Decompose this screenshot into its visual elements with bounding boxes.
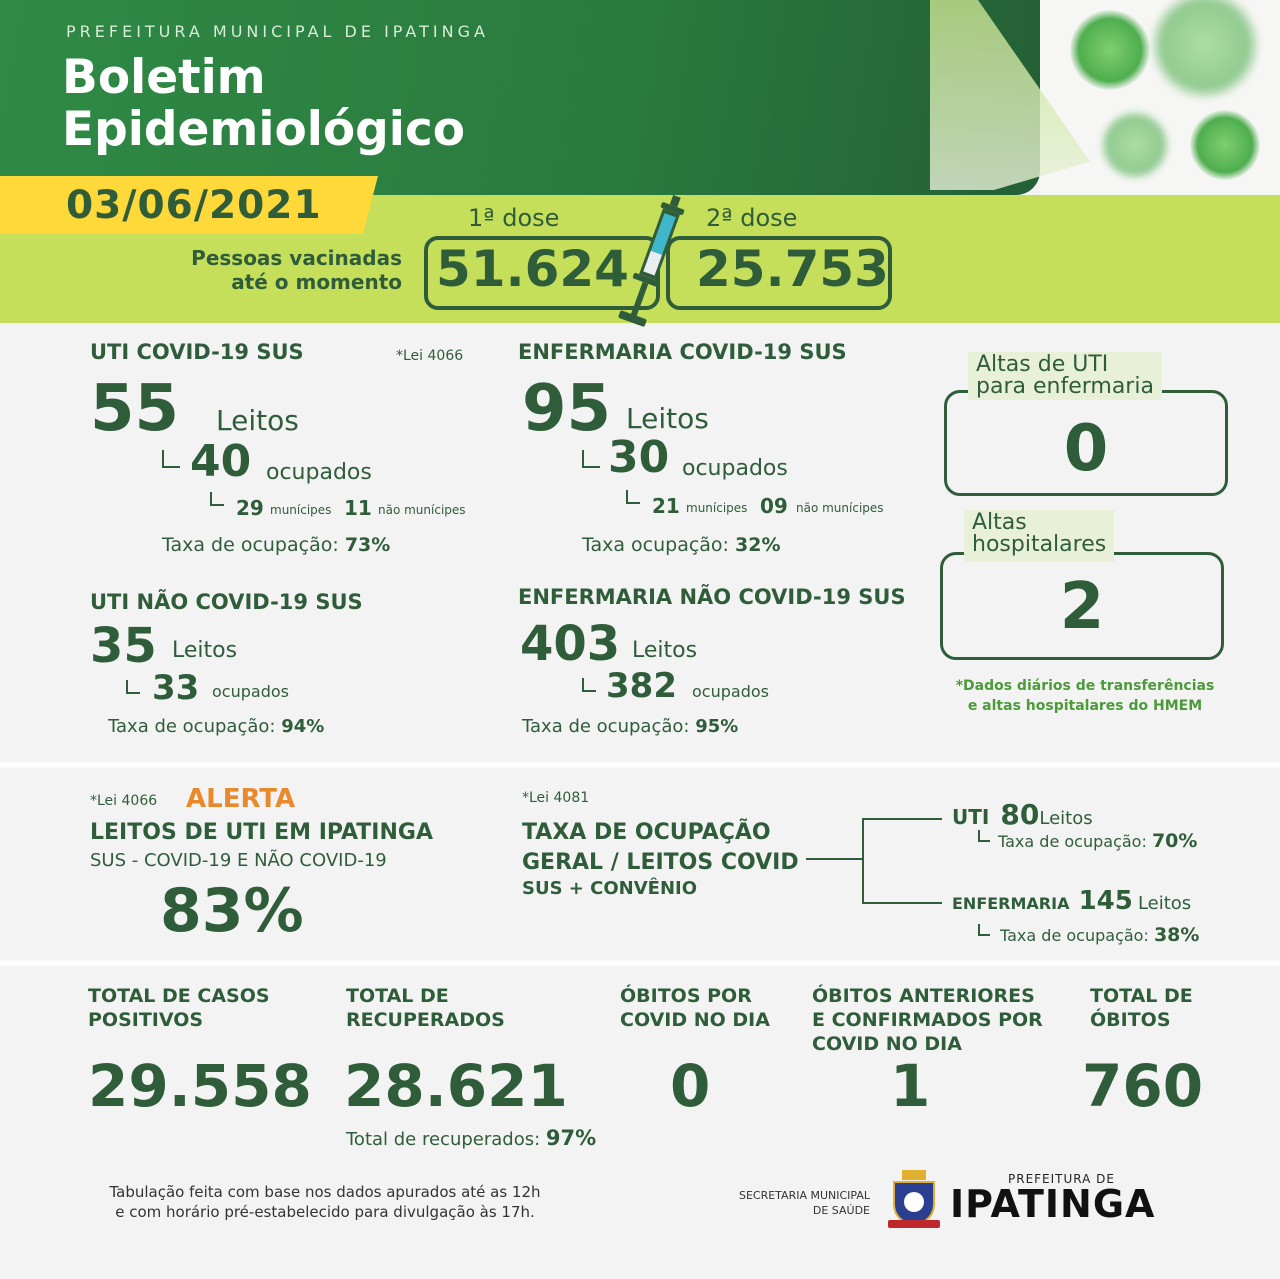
- branch-line: [582, 678, 596, 692]
- alerta-badge: ALERTA: [186, 784, 296, 814]
- coat-of-arms-icon: [884, 1168, 944, 1230]
- branch-line: [210, 492, 224, 506]
- enf-noncovid-occupied-label: ocupados: [692, 682, 769, 701]
- branch-line: [162, 450, 180, 468]
- uti-covid-occupied-label: ocupados: [266, 460, 372, 485]
- section-divider: [0, 958, 1280, 968]
- deaths-total-heading: [1090, 984, 1193, 1032]
- rate-label: Taxa de ocupação:: [1000, 926, 1149, 945]
- rate-value: 73%: [344, 534, 391, 556]
- geral-enf-row: [952, 886, 1191, 916]
- rate-label: Taxa de ocupação:: [998, 832, 1147, 851]
- alerta-title: LEITOS DE UTI EM IPATINGA: [90, 820, 433, 845]
- deaths-prev-heading-line2: E CONFIRMADOS POR: [812, 1009, 1043, 1031]
- uti-covid-law: *Lei 4066: [396, 348, 464, 364]
- alerta-law: *Lei 4066: [90, 793, 158, 809]
- total-cases-heading: [88, 984, 270, 1032]
- altas-note: [940, 676, 1230, 716]
- enf-noncovid-rate: [522, 716, 738, 737]
- vaccinated-label: [140, 246, 402, 294]
- connector-line: [862, 902, 942, 904]
- enf-noncovid-title: ENFERMARIA NÃO COVID-19 SUS: [518, 585, 906, 609]
- uti-noncovid-beds-label: Leitos: [172, 638, 238, 663]
- deaths-day-value: 0: [670, 1052, 711, 1120]
- deaths-total-heading-line2: ÓBITOS: [1090, 1009, 1171, 1031]
- total-cases-heading-line2: POSITIVOS: [88, 1009, 204, 1031]
- enf-covid-title: ENFERMARIA COVID-19 SUS: [518, 340, 847, 364]
- section-divider: [0, 760, 1280, 770]
- enf-covid-residents-label: munícipes: [686, 501, 748, 515]
- altas-note-line2: e altas hospitalares do HMEM: [967, 698, 1203, 714]
- altas-uti-title-line2: para enfermaria: [976, 374, 1154, 399]
- total-recovered-heading-line2: RECUPERADOS: [346, 1009, 505, 1031]
- total-recovered-heading: [346, 984, 505, 1032]
- total-cases-heading-line1: TOTAL DE CASOS: [88, 985, 270, 1007]
- branch-line: [978, 830, 990, 842]
- altas-hosp-title: [964, 510, 1114, 562]
- uti-noncovid-rate: [108, 716, 324, 737]
- enf-covid-residents: 21: [652, 494, 680, 518]
- connector-line: [806, 858, 864, 860]
- deaths-prev-heading-line3: COVID NO DIA: [812, 1033, 962, 1055]
- uti-covid-nonresidents-label: não munícipes: [378, 503, 466, 517]
- geral-uti-label: UTI: [952, 805, 990, 829]
- secretaria-label: [720, 1188, 870, 1218]
- enf-noncovid-beds: 403: [520, 616, 621, 672]
- uti-covid-residents: 29: [236, 496, 264, 520]
- footer-note: [60, 1182, 590, 1222]
- enf-noncovid-occupied: 382: [606, 666, 677, 706]
- deaths-total-value: 760: [1082, 1052, 1204, 1120]
- altas-uti-value: 0: [1063, 412, 1109, 486]
- geral-title-line2: GERAL / LEITOS COVID: [522, 850, 799, 875]
- secretaria-line1: SECRETARIA MUNICIPAL: [738, 1189, 870, 1202]
- uti-noncovid-beds: 35: [90, 618, 157, 674]
- rate-value: 32%: [735, 534, 781, 556]
- total-cases-value: 29.558: [88, 1052, 312, 1120]
- virus-icon: [1100, 110, 1170, 180]
- enf-covid-occupied: 30: [608, 432, 670, 483]
- uti-covid-title: UTI COVID-19 SUS: [90, 340, 304, 364]
- branch-line: [626, 490, 640, 504]
- altas-note-line1: *Dados diários de transferências: [955, 678, 1215, 694]
- geral-uti-beds: 80: [1000, 798, 1040, 831]
- altas-uti-title: [968, 352, 1162, 400]
- virus-illustration: [1040, 0, 1280, 195]
- rate-label: Taxa de ocupação:: [522, 716, 690, 737]
- altas-uti-title-line1: Altas de UTI: [976, 352, 1109, 377]
- deaths-prev-value: 1: [890, 1052, 931, 1120]
- rate-value: 94%: [281, 716, 325, 737]
- enf-covid-beds-label: Leitos: [626, 402, 709, 435]
- geral-subtitle: SUS + CONVÊNIO: [522, 878, 698, 899]
- syringe-icon: [612, 190, 692, 340]
- geral-law: *Lei 4081: [522, 790, 590, 806]
- dose1-label: 1ª dose: [460, 204, 567, 232]
- rate-value: 95%: [695, 716, 739, 737]
- dose2-label: 2ª dose: [698, 204, 805, 232]
- deaths-prev-heading-line1: ÓBITOS ANTERIORES: [812, 985, 1035, 1007]
- geral-title: [522, 818, 799, 878]
- altas-hosp-title-line1: Altas: [972, 510, 1027, 535]
- rate-label: Taxa de ocupação:: [108, 716, 276, 737]
- vaccinated-label-line2: até o momento: [231, 270, 402, 294]
- geral-enf-rate: [1000, 924, 1199, 946]
- secretaria-line2: DE SAÚDE: [812, 1204, 870, 1217]
- dose1-value: 51.624: [436, 240, 629, 298]
- total-recovered-value: 28.621: [344, 1052, 568, 1120]
- footer-note-line2: e com horário pré-estabelecido para divulgação às 17h.: [115, 1203, 535, 1221]
- geral-enf-label: ENFERMARIA: [952, 894, 1070, 913]
- logo-prefeitura-small: PREFEITURA DE: [1008, 1172, 1115, 1186]
- virus-icon: [1070, 10, 1150, 90]
- logo-ipatinga: IPATINGA: [950, 1182, 1156, 1226]
- rate-label: Taxa de ocupação:: [162, 534, 339, 556]
- geral-uti-row: [952, 798, 1093, 831]
- page-title: [62, 52, 465, 156]
- enf-covid-nonresidents: 09: [760, 494, 788, 518]
- connector-line: [862, 818, 864, 904]
- deaths-day-heading-line1: ÓBITOS POR: [620, 985, 752, 1007]
- uti-covid-beds-label: Leitos: [216, 404, 299, 437]
- recovered-rate: [346, 1126, 596, 1150]
- geral-title-line1: TAXA DE OCUPAÇÃO: [522, 820, 771, 845]
- branch-line: [978, 924, 990, 936]
- uti-noncovid-occupied: 33: [152, 668, 200, 708]
- connector-line: [862, 818, 942, 820]
- branch-line: [126, 680, 140, 694]
- vaccinated-label-line1: Pessoas vacinadas: [191, 246, 402, 270]
- uti-noncovid-title: UTI NÃO COVID-19 SUS: [90, 590, 363, 614]
- title-line-2: Epidemiológico: [62, 102, 466, 157]
- rate-value: 70%: [1151, 830, 1198, 852]
- enf-covid-occupied-label: ocupados: [682, 456, 788, 481]
- uti-covid-occupied: 40: [190, 436, 252, 487]
- uti-covid-nonresidents: 11: [344, 496, 372, 520]
- virus-icon: [1150, 0, 1260, 100]
- virus-icon: [1190, 110, 1260, 180]
- uti-covid-beds: 55: [90, 372, 180, 446]
- geral-enf-beds-label: Leitos: [1137, 893, 1192, 914]
- rate-value: 38%: [1153, 924, 1200, 946]
- geral-uti-beds-label: Leitos: [1039, 808, 1093, 829]
- enf-covid-rate: [582, 534, 781, 556]
- geral-uti-rate: [998, 830, 1197, 852]
- title-line-1: Boletim: [62, 50, 266, 105]
- enf-covid-beds: 95: [522, 372, 612, 446]
- altas-hosp-value: 2: [1059, 570, 1105, 644]
- deaths-prev-heading: [812, 984, 1043, 1056]
- rate-label: Total de recuperados:: [346, 1129, 541, 1150]
- enf-covid-nonresidents-label: não munícipes: [796, 501, 884, 515]
- geral-enf-beds: 145: [1078, 886, 1133, 916]
- uti-covid-residents-label: munícipes: [270, 503, 332, 517]
- enf-noncovid-beds-label: Leitos: [632, 638, 698, 663]
- deaths-total-heading-line1: TOTAL DE: [1090, 985, 1193, 1007]
- rate-value: 97%: [545, 1126, 597, 1150]
- altas-hosp-title-line2: hospitalares: [972, 532, 1107, 557]
- org-title: PREFEITURA MUNICIPAL DE IPATINGA: [66, 22, 489, 41]
- uti-covid-rate: [162, 534, 390, 556]
- uti-noncovid-occupied-label: ocupados: [212, 682, 289, 701]
- dose2-value: 25.753: [696, 240, 889, 298]
- deaths-day-heading: [620, 984, 770, 1032]
- branch-line: [582, 450, 600, 468]
- bulletin-date: 03/06/2021: [66, 183, 322, 228]
- alerta-value: 83%: [160, 876, 304, 946]
- deaths-day-heading-line2: COVID NO DIA: [620, 1009, 770, 1031]
- total-recovered-heading-line1: TOTAL DE: [346, 985, 449, 1007]
- alerta-subtitle: SUS - COVID-19 E NÃO COVID-19: [90, 850, 387, 871]
- footer-note-line1: Tabulação feita com base nos dados apurados até as 12h: [109, 1183, 541, 1201]
- rate-label: Taxa ocupação:: [582, 534, 729, 556]
